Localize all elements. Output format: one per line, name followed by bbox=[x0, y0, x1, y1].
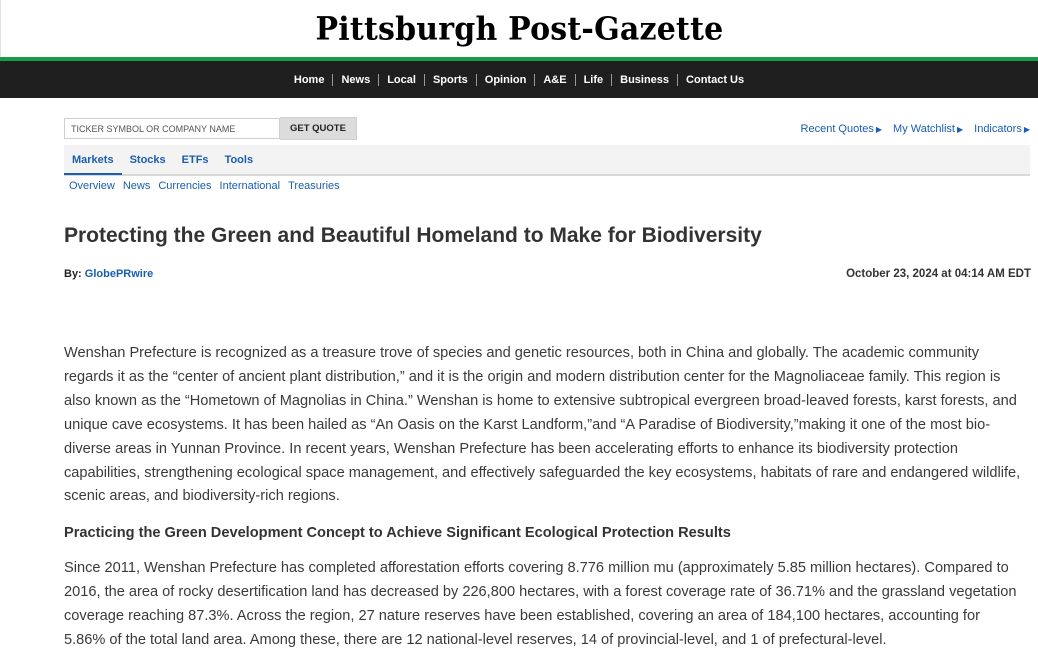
tab-etfs[interactable]: ETFs bbox=[181, 153, 209, 166]
nav-business[interactable]: Business bbox=[612, 74, 678, 86]
nav-local[interactable]: Local bbox=[379, 74, 425, 86]
site-header bbox=[0, 0, 1038, 98]
recent-quotes-link[interactable] bbox=[801, 123, 883, 135]
subnav-international[interactable]: International bbox=[219, 180, 281, 192]
byline-label: By: bbox=[64, 268, 82, 280]
quick-links bbox=[801, 123, 1030, 135]
subnav-currencies[interactable]: Currencies bbox=[158, 180, 212, 192]
article-body bbox=[64, 342, 1024, 663]
subnav-news[interactable]: News bbox=[122, 180, 151, 192]
caret-right-icon: ▶ bbox=[875, 124, 883, 134]
site-logo[interactable]: Pittsburgh Post-Gazette bbox=[315, 11, 724, 48]
tab-tools[interactable]: Tools bbox=[224, 153, 254, 166]
get-quote-button[interactable]: GET QUOTE bbox=[280, 117, 357, 140]
author-link[interactable]: GlobePRwire bbox=[84, 268, 154, 280]
recent-quotes-label: Recent Quotes bbox=[800, 122, 874, 135]
indicators-label: Indicators bbox=[974, 122, 1022, 135]
nav-home[interactable]: Home bbox=[286, 74, 334, 86]
main-nav bbox=[0, 61, 1038, 98]
nav-sports[interactable]: Sports bbox=[425, 74, 477, 86]
nav-news[interactable]: News bbox=[333, 74, 379, 86]
quote-toolbar bbox=[64, 117, 1030, 140]
subnav-treasuries[interactable]: Treasuries bbox=[288, 180, 340, 192]
nav-opinion[interactable]: Opinion bbox=[477, 74, 536, 86]
nav-life[interactable]: Life bbox=[576, 74, 613, 86]
article-subheading: Practicing the Green Development Concept to Achieve Significant Ecological Protection Results bbox=[64, 525, 731, 542]
article-paragraph-2: Since 2011, Wenshan Prefecture has completed afforestation efforts covering 8.776 million mu (approximately 5.85 million hectares). Compared to 2016, the area of rocky desertification land has decreased by 226,800 hectares, with a forest coverage rate of 36.71% and the grassland vegetation coverage reaching 87.3%. Across the region, 27 nature reserves have been established, covering an area of 184,100 hectares, accounting for 5.86% of the total land area. Among these, there are 12 national-level reserves, 14 of provincial-level, and 1 of prefectural-level. bbox=[64, 560, 1017, 649]
indicators-link[interactable] bbox=[974, 123, 1030, 135]
my-watchlist-label: My Watchlist bbox=[893, 122, 955, 135]
article-paragraph-1: Wenshan Prefecture is recognized as a treasure trove of species and genetic resources, both in China and globally. The academic community regards it as the “center of ancient plant distribution,” and it is the origin and modern distribution center for the Magnoliaceae family. This region is also known as the “Hometown of Magnolias in China.” Wenshan is home to extensive subtropical evergreen broad-leaved forests, karst forests, and unique cave ecosystems. It has been hailed as “An Oasis on the Karst Landform,”and “A Paradise of Biodiversity,”making it one of the most bio-diverse areas in Yunnan Province. In recent years, Wenshan Prefecture has been accelerating efforts to enhance its biodiversity protection capabilities, strengthening ecological space management, and effectively safeguarded the key ecosystems, habitats of rare and endangered wildlife, scenic areas, and biodiversity-rich regions. bbox=[64, 345, 1021, 505]
article-headline: Protecting the Green and Beautiful Homeland to Make for Biodiversity bbox=[64, 224, 762, 247]
ticker-search-input[interactable] bbox=[64, 118, 280, 139]
subnav-overview[interactable]: Overview bbox=[69, 180, 115, 192]
tab-markets[interactable]: Markets bbox=[64, 146, 122, 175]
markets-tabs bbox=[64, 145, 1030, 176]
nav-contact-us[interactable]: Contact Us bbox=[686, 73, 745, 86]
caret-right-icon: ▶ bbox=[956, 124, 964, 134]
tab-stocks[interactable]: Stocks bbox=[129, 153, 166, 166]
markets-subnav bbox=[69, 180, 340, 192]
article-byline bbox=[64, 268, 153, 280]
masthead bbox=[0, 0, 1038, 57]
caret-right-icon: ▶ bbox=[1023, 124, 1030, 134]
my-watchlist-link[interactable] bbox=[893, 123, 963, 135]
article-date: October 23, 2024 at 04:14 AM EDT bbox=[846, 268, 1031, 280]
nav-ae[interactable]: A&E bbox=[535, 74, 575, 86]
